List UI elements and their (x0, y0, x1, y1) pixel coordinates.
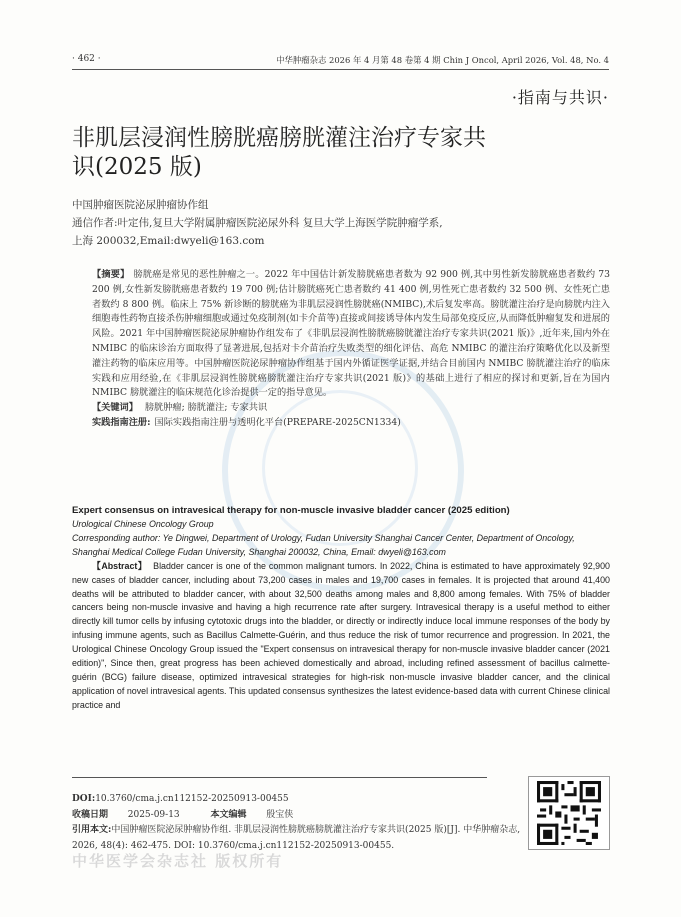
author-group: 中国肿瘤医院泌尿肿瘤协作组 (72, 199, 209, 211)
article-title: 非肌层浸润性膀胱癌膀胱灌注治疗专家共识(2025 版) (72, 125, 486, 180)
editor-name: 殷宝侠 (266, 809, 294, 820)
doi-link[interactable]: 10.3760/cma.j.cn112152-20250913-00455 (95, 794, 289, 804)
received-label: 收稿日期 (72, 809, 109, 820)
publisher-logo: 中华医学会杂志社 版权所有 (72, 852, 284, 870)
cite-text: 中国肿瘤医院泌尿肿瘤协作组. 非肌层浸润性膀胱癌膀胱灌注治疗专家共识(2025 版)[J]. 中华肿瘤杂志, 2026, 48(4): 462-475. DOI: 10.3760/cma.j.cn112152-20250913-00455. (72, 825, 521, 851)
abstract-text: 膀胱癌是常见的恶性肿瘤之一。2022 年中国估计新发膀胱癌患者数为 92 900 例,其中男性新发膀胱癌患者数约 73 200 例,女性新发膀胱癌患者数约 19 700 例;估计膀胱癌死亡患者数约 41 400 例,男性死亡患者数约 32 500 例、女性死亡患者数约 8 800 例。临床上 75% 新诊断的膀胱癌为非肌层浸润性膀胱癌(NMIBC),术后复发率高。膀胱灌注治疗是向膀胱内注入细胞毒性药物直接杀伤肿瘤细胞或通过免疫制剂(如卡介苗等)直接或间接诱导体内发生局部免疫反应,从而降低肿瘤复发和进展的风险。2021 年中国肿瘤医院泌尿肿瘤协作组发布了《非肌层浸润性膀胱癌膀胱灌注治疗专家共识(2021 版)》,近年来,国内外在 NMIBC 的临床诊治方面取得了显著进展,包括对卡介苗治疗失败类型的细化评估、高危 NMIBC 的灌注治疗策略优化以及新型灌注药物的临床应用等。中国肿瘤医院泌尿肿瘤协作组基于国内外循证医学证据,并结合目前国内 NMIBC 膀胱灌注治疗的临床实践和应用经验,在《非肌层浸润性膀胱癌膀胱灌注治疗专家共识(2021 版)》的基础上进行了相应的探讨和更新,旨在为国内 NMIBC 膀胱灌注的临床规范化诊治提供一定的指导意见。 (92, 269, 610, 399)
corresponding-author: 通信作者:叶定伟,复旦大学附属肿瘤医院泌尿外科 复旦大学上海医学院肿瘤学系, (72, 217, 443, 229)
author-block (72, 196, 612, 250)
qr-code[interactable] (528, 776, 610, 850)
english-abstract (72, 504, 610, 713)
qr-code-icon (537, 781, 601, 845)
received-date: 2025-09-13 (127, 809, 180, 820)
english-abstract-text: Bladder cancer is one of the common malignant tumors. In 2022, China is estimated to have approximately 92,900 new cases of bladder cancer, including about 73,200 cases in males and 19,700 cases in females. It is projected that around 41,400 deaths will be attributed to bladder cancer, with about 32,500 deaths among males and 8,800 among females. With 75% of bladder cancers being non-muscle invasive and having a high recurrence rate after surgery. Intravesical therapy is a useful method to either directly kill tumor cells by infusing cytotoxic drugs into the bladder, or directly or indirectly induce local immune responses of the body by infusing immune agents, such as Bacillus Calmette-Guérin, and thus reduce the risk of tumor recurrence and progression. In 2021, the Urological Chinese Oncology Group issued the "Expert consensus on intravesical therapy for non-muscle invasive bladder cancer (2021 edition)", Since then, great progress has been achieved domestically and abroad, including refined assessment of bacillus calmette-guérin (BCG) failure disease, optimized intravesical strategies for high-risk non-muscle invasive bladder cancer, and the clinical application of novel intravesical agents. This updated consensus synthesizes the latest evidence-based data with current Chinese clinical practice and (72, 560, 610, 710)
keywords: 膀胱肿瘤; 膀胱灌注; 专家共识 (144, 402, 268, 414)
editor-label: 本文编辑 (210, 809, 247, 820)
doi-label: DOI: (72, 794, 96, 804)
header-rule (72, 69, 609, 70)
keywords-line (92, 401, 610, 416)
article-footer (72, 792, 522, 854)
page-number: · 462 · (72, 54, 101, 64)
footer-rule (72, 777, 487, 778)
author-address: 上海 200032,Email:dwyeli@163.com (72, 235, 265, 247)
cite-label: 引用本文: (72, 825, 112, 835)
registry-label: 实践指南注册: (92, 416, 151, 428)
doi-line (72, 792, 522, 808)
journal-citation-line: 中华肿瘤杂志 2026 年 4 月第 48 卷第 4 期 Chin J Oncol, April 2026, Vol. 48, No. 4 (276, 55, 609, 65)
registry-value: 国际实践指南注册与透明化平台(PREPARE-2025CN1334) (154, 416, 401, 428)
keywords-label: 【关键词】 (92, 402, 138, 414)
english-abstract-label: 【Abstract】 (92, 560, 148, 571)
english-title: Expert consensus on intravesical therapy for non-muscle invasive bladder cancer (2025 edition) (72, 505, 510, 516)
received-line (72, 808, 522, 824)
registry-line (92, 416, 610, 431)
chinese-abstract (92, 268, 610, 431)
english-group: Urological Chinese Oncology Group (72, 519, 214, 529)
english-corresponding: Corresponding author: Ye Dingwei, Department of Urology, Fudan University Shanghai Cancer Center, Department of Oncology, Shanghai Medical College Fudan University, Shanghai 200032, China, Email: dwyeli@163.com (72, 532, 575, 557)
section-tag: ·指南与共识· (511, 88, 609, 107)
running-header (72, 54, 609, 68)
abstract-label: 【摘要】 (92, 269, 130, 280)
english-abstract-body (72, 560, 610, 713)
